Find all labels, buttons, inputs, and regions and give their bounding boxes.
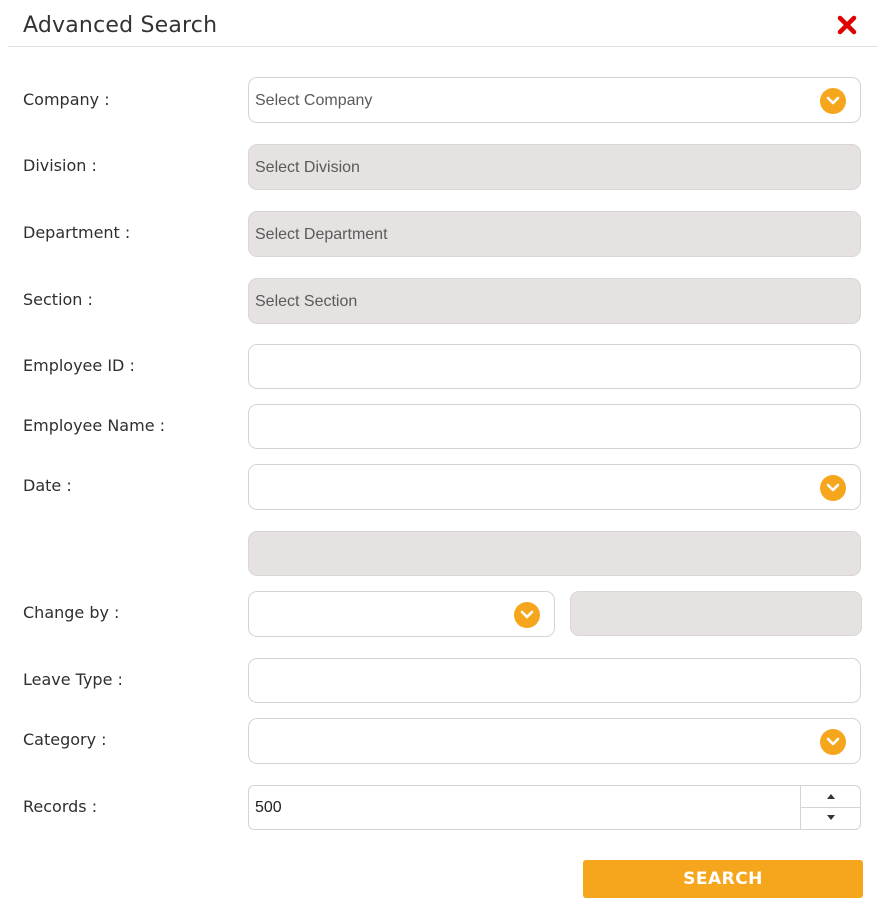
change-by-select[interactable] — [248, 591, 555, 637]
employee-id-input[interactable] — [248, 344, 861, 389]
chevron-down-icon[interactable] — [514, 602, 540, 628]
date-range-field — [248, 531, 861, 576]
records-stepper[interactable] — [248, 785, 861, 830]
records-value: 500 — [255, 799, 282, 816]
caret-up-icon — [827, 794, 835, 799]
change-by-detail-field — [570, 591, 862, 636]
division-placeholder: Select Division — [255, 159, 360, 176]
decrement-button[interactable] — [801, 807, 860, 828]
department-select — [248, 211, 861, 257]
company-select[interactable] — [248, 77, 861, 123]
increment-button[interactable] — [801, 786, 860, 808]
date-label: Date : — [23, 476, 72, 495]
section-select — [248, 278, 861, 324]
chevron-down-icon[interactable] — [820, 475, 846, 501]
company-label: Company : — [23, 90, 110, 109]
division-select — [248, 144, 861, 190]
records-spinner — [800, 786, 860, 829]
division-label: Division : — [23, 156, 97, 175]
employee-name-input[interactable] — [248, 404, 861, 449]
department-placeholder: Select Department — [255, 226, 388, 243]
dialog-header — [8, 0, 878, 47]
dialog-title: Advanced Search — [23, 13, 218, 38]
chevron-down-icon[interactable] — [820, 729, 846, 755]
close-icon[interactable] — [836, 14, 858, 36]
employee-name-label: Employee Name : — [23, 416, 166, 435]
date-select[interactable] — [248, 464, 861, 510]
category-label: Category : — [23, 730, 107, 749]
department-label: Department : — [23, 223, 131, 242]
leave-type-label: Leave Type : — [23, 670, 123, 689]
section-label: Section : — [23, 290, 93, 309]
chevron-down-icon[interactable] — [820, 88, 846, 114]
search-button[interactable]: SEARCH — [583, 860, 863, 898]
company-placeholder: Select Company — [255, 92, 373, 109]
change-by-label: Change by : — [23, 603, 120, 622]
section-placeholder: Select Section — [255, 293, 358, 310]
leave-type-input[interactable] — [248, 658, 861, 703]
category-select[interactable] — [248, 718, 861, 764]
caret-down-icon — [827, 815, 835, 820]
employee-id-label: Employee ID : — [23, 356, 135, 375]
records-label: Records : — [23, 797, 98, 816]
